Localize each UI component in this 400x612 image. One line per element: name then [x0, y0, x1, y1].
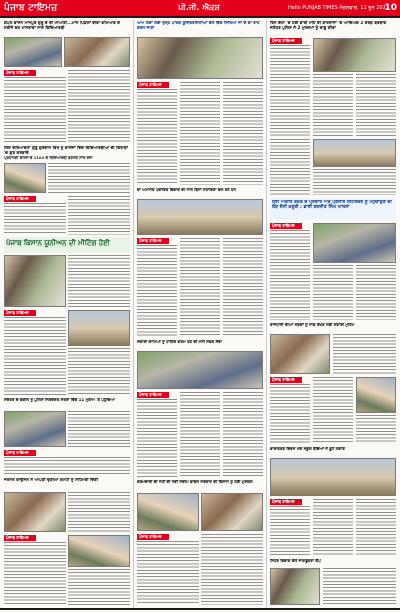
article-text	[313, 265, 353, 320]
article-text	[356, 74, 396, 137]
news-photo	[313, 223, 396, 263]
article-text	[201, 534, 263, 605]
article-text	[313, 499, 353, 556]
article-text	[270, 506, 310, 556]
byline-tag: ਪੰਜਾਬ ਟਾਇਮਜ਼	[137, 392, 169, 398]
byline-tag: ਪੰਜਾਬ ਟਾਇਮਜ਼	[4, 535, 36, 541]
news-photo	[137, 493, 199, 531]
article-text	[68, 492, 130, 532]
headline: ਸਕੱਤਰ ਦੇ ਵਕੀਲ ਨੂੰ ਪੁਲਿਸ ਨਿਰਦੇਸ਼ਤ ਸਤਰਾਂ ਵਿੱਚ 11 ਮੁਕਾਮ 'ਤੇ ਪਹੁੰਚਿਆ	[4, 398, 115, 402]
news-photo	[68, 310, 130, 346]
news-photo	[270, 568, 320, 605]
news-photo	[64, 37, 130, 67]
news-photo	[4, 163, 46, 193]
article-text	[68, 255, 130, 307]
byline-tag: ਪੰਜਾਬ ਟਾਇਮਜ਼	[4, 70, 36, 76]
byline-tag: ਪੰਜਾਬ ਟਾਇਮਜ਼	[270, 223, 302, 229]
headline: ਗੋਪਲ ਵਾਸਨ ਮਾਨਪੁਰ ਗੁਰੂ ਦੇ ਦੀ ਮੀਆਣੀ...ਮਾਨ ਪਿੰਡਲਾਂ ਦੀਵਾ ਗਮਿਆਣ ਦੇ ਨਤੀਜੇ ਦਰ ਮਾਨਤਾਵਾ ਸਾਰੇ ਵਿਦਿਆਰਥੀ	[4, 21, 121, 30]
page-number: 10	[384, 3, 397, 13]
headline: ਆਮ ਲੋਕਾਂ ਲਈ ਖੁੱਲ੍ਹ ਪਾਰਕ ਯੂਨੀਵਰਸਿਟੀਆਂ ਵੱਲੋਂ ਵਿੱਦ ਸਿਖਿਆ ਜਾਂ ਦੇ ਚਾ ਰਾਹ ਕਰਨ ਜਾਣਾਂ	[137, 21, 260, 30]
article-text	[270, 45, 310, 137]
article-text	[313, 377, 353, 444]
article-text	[323, 568, 396, 605]
byline-tag: ਪੰਜਾਬ ਟਾਇਮਜ਼	[137, 82, 169, 88]
headline: ਸ੍ਰੀ ਅਕਾਲ ਤਖ਼ਤ ਦੇ ਪ੍ਰਚਾਰ ਅਤੇ ਪ੍ਰਸਾਰ ਲਿਟਰੇਚਰ ਨੂੰ ਪਹੁੰਚਾਉਣ ਦੀ ਲੋੜ ਜੈਨੀ ਖ਼ਰੂਰੀ : ਭਾਈ ਰਣਜੀਤ ਸਿੰਘ ਖਾਲਸਾ	[272, 200, 392, 211]
masthead-rule	[0, 16, 400, 18]
news-photo	[356, 377, 396, 413]
headline: ਪੰਜਾਬ ਕਿਸਾਨ ਯੂਨੀਅਨ ਦੀ ਮੀਟਿੰਗ ਹੋਈ	[6, 239, 110, 247]
article-text	[313, 169, 396, 195]
headline: ਜਰਨਲ ਕਾਉਂਸਲ ਨੇ ਆਪਣੀ ਚੁਣੀਆਂ ਕਮੇਟੀ ਨੂੰ ਸਹਿਮਤੀ ਦਿੱਤੀ	[4, 478, 99, 482]
article-text	[356, 499, 396, 556]
news-photo	[201, 493, 263, 531]
headline: ਸਿਹਤ ਵਿਭਾਗ ਵੱਲੋਂ ਜਾਗਰੂਕਤਾ ਕੈਂਪ	[270, 559, 321, 563]
article-text	[270, 139, 310, 195]
news-photo	[4, 255, 66, 307]
headline: ਤਿੰਨ ਕੱਲਾ 'ਚ ਹੋਈ ਭਾਰੀ ਮੀਂਹ ਦੀ ਬਾਰਸ਼ਾਨਾ 'ਚ ਆਦਿਅਕ 2 ਕਰੋੜ ਬਰਬਾਦ ਜਲੰਧਰ ਪੁਲਿਸ ਨੇ 2 ਮੁਲਜ਼ਮਾਂ ਨੂੰ ਕਾਬੂ ਕੀਤਾ	[270, 21, 387, 30]
news-photo	[313, 139, 396, 167]
news-photo	[270, 458, 396, 496]
article-text	[180, 82, 220, 185]
article-text	[223, 82, 263, 185]
headline: ਵਾਤਾਵਰਣ ਦਿਵਸ ਮੌਕੇ ਸਕੂਲ ਬੱਚਿਆਂ ਨੇ ਬੂਟੇ ਲਗਾਏ	[270, 447, 345, 451]
news-photo	[137, 37, 263, 79]
byline-tag: ਪੰਜਾਬ ਟਾਇਮਜ਼	[4, 450, 36, 456]
article-text	[4, 203, 66, 235]
page-bottom-rule	[0, 608, 400, 610]
news-photo	[68, 535, 130, 567]
byline-tag: ਪੰਜਾਬ ਟਾਇਮਜ਼	[137, 238, 169, 244]
article-text	[4, 77, 66, 143]
byline-tag: ਪੰਜਾਬ ਟਾਇਮਜ਼	[270, 377, 302, 383]
column-divider	[133, 20, 134, 608]
article-text	[68, 348, 130, 395]
article-text	[180, 238, 220, 337]
article-text	[4, 542, 66, 605]
article-text	[313, 74, 353, 137]
section-title: ਪੀ.ਜੀ. ਐਕਸ਼	[178, 3, 220, 12]
news-photo	[313, 38, 396, 72]
headline: ਸਫ਼ਾਈ ਕਾਮਿਆਂ ਨੂੰ ਹਾਸ਼ਿਸ਼ ਗਰਮ ਹੋਣ ਦੀ ਮੰਨੀ ਸਫ਼ਰ ਸੇਵਾ	[137, 340, 222, 344]
headline: ਦਾ ਅਮਾਨਤ ਪੰਚਾਇਤ ਵਿਭਾਗ ਦੀ ਨਾਲ ਬਿਨਾਂ ਸਹਾਇਤਾ ਚਲ ਰਹੇ ਹਨ	[137, 188, 236, 192]
article-text	[333, 334, 396, 374]
article-text	[180, 392, 220, 477]
news-photo	[4, 492, 66, 532]
headline: ਲਿਸ਼ ਦਰਿਆਦਲਾ ਗੁਰੂ ਗੁਰਦਾਸ ਵਿਖੇ ਨੂੰ ਕਾਲੇਜਾਂ ਵਿੱਚ ਵਿਦਿਆਰਥੀਆਂ ਦੀ ਕਿਤਾਬਾਂ 'ਚ ਗੁਣ ਕਰਵਾਏ	[4, 146, 128, 155]
news-photo	[4, 37, 62, 67]
article-text	[68, 70, 130, 143]
article-text	[223, 238, 263, 337]
news-photo	[137, 199, 263, 235]
article-text	[137, 89, 177, 185]
news-photo	[270, 334, 330, 374]
sub-headline: ਪ੍ਰਧਾਨਗੀ ਕਾਲਜ ਦੇ 1100 ਦੇ ਵਿਦਿਆਰਥੀ ਬਣਨਗੇ ਸਾਰ ਰੋਜ਼ਾ	[4, 156, 93, 160]
news-photo	[137, 351, 263, 389]
byline-tag: ਪੰਜਾਬ ਟਾਇਮਜ਼	[4, 310, 36, 316]
article-text	[68, 569, 130, 605]
article-text	[223, 392, 263, 477]
article-text	[137, 245, 177, 337]
article-text	[270, 384, 310, 444]
article-text	[68, 196, 130, 235]
article-text	[137, 399, 177, 477]
article-text	[270, 230, 310, 320]
column-divider	[266, 20, 267, 608]
issue-date: Hello PUNJAB TIMES ਮੰਗਲਵਾਰ, 11 ਜੂਨ 2022	[288, 5, 389, 11]
article-text	[68, 411, 130, 447]
byline-tag: ਪੰਜਾਬ ਟਾਇਮਜ਼	[4, 196, 36, 202]
byline-tag: ਪੰਜਾਬ ਟਾਇਮਜ਼	[137, 534, 169, 540]
article-text	[4, 457, 130, 475]
article-text	[4, 317, 66, 395]
headline: ਰਾਜਧਾਨੀ ਦੀਆਂ ਸੜਕਾਂ ਨੂੰ ਸਾਫ਼ ਰੱਖਣ ਲਈ ਸਫਾਈ ਮੁਹਿੰਮ	[270, 323, 355, 327]
byline-tag: ਪੰਜਾਬ ਟਾਇਮਜ਼	[270, 38, 302, 44]
headline: ਕਰਮਚਾਰੀ ਦੀ ਨਹੀਂ ਦੀ ਨਵੀਂ ਸਕੀਮ ਬਾਦਲ ਸਰਕਾਰ ਦੀ ਕਿਸਾਨ ਨੂੰ ਹੋਈ ਮੁਸ਼ਕਲ	[137, 480, 253, 484]
news-photo	[4, 411, 66, 447]
article-text	[137, 541, 199, 605]
article-text	[356, 415, 396, 444]
article-text	[48, 163, 130, 193]
masthead	[0, 0, 400, 16]
byline-tag: ਪੰਜਾਬ ਟਾਇਮਜ਼	[270, 499, 302, 505]
article-text	[356, 265, 396, 320]
paper-name: ਪੰਜਾਬ ਟਾਇਮਜ਼	[4, 3, 58, 13]
